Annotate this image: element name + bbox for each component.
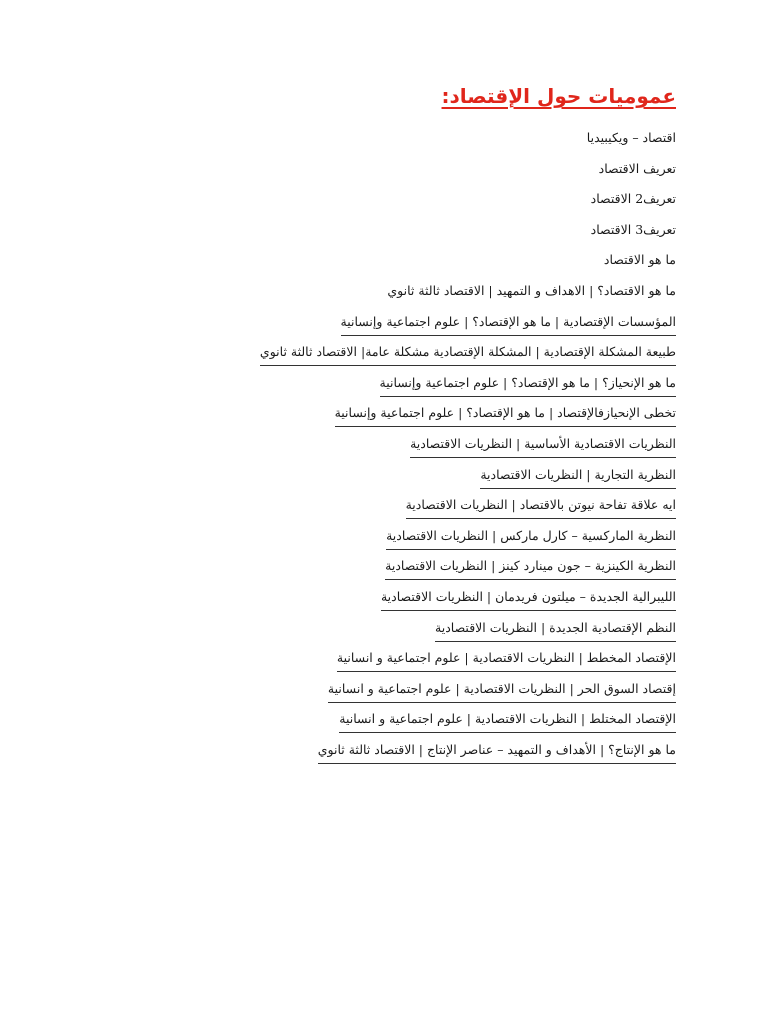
- list-item[interactable]: [236, 371, 676, 402]
- list-item-text[interactable]: تعريف الاقتصاد: [598, 160, 676, 176]
- list-item[interactable]: [236, 187, 676, 218]
- list-item-text[interactable]: ما هو الاقتصاد؟ | الاهداف و التمهيد | الاقتصاد ثالثة ثانوي: [387, 282, 676, 298]
- list-item[interactable]: [236, 463, 676, 494]
- list-item-text[interactable]: تعريف2 الاقتصاد: [590, 191, 676, 207]
- list-item-text[interactable]: المؤسسات الإقتصادية | ما هو الإقتصاد؟ | علوم اجتماعية وإنسانية: [341, 310, 676, 336]
- list-item[interactable]: [236, 738, 676, 769]
- list-item[interactable]: [236, 646, 676, 677]
- list-item[interactable]: [236, 157, 676, 188]
- list-item-text[interactable]: النظم الإقتصادية الجديدة | النظريات الاقتصادية: [435, 616, 676, 642]
- list-item[interactable]: [236, 707, 676, 738]
- list-item-text[interactable]: النظرية التجارية | النظريات الاقتصادية: [480, 463, 676, 489]
- list-item-text[interactable]: النظريات الاقتصادية الأساسية | النظريات الاقتصادية: [410, 432, 676, 458]
- list-item-text[interactable]: الإقتصاد المختلط | النظريات الاقتصادية | علوم اجتماعية و انسانية: [339, 707, 676, 733]
- list-item-text[interactable]: ما هو الإنحياز؟ | ما هو الإقتصاد؟ | علوم اجتماعية وإنسانية: [380, 371, 677, 397]
- list-item[interactable]: [236, 432, 676, 463]
- list-item-text[interactable]: ايه علاقة تفاحة نيوتن بالاقتصاد | النظريات الاقتصادية: [406, 493, 676, 519]
- list-item[interactable]: [236, 554, 676, 585]
- list-item[interactable]: [236, 493, 676, 524]
- page-title: عموميات حول الإقتصاد:: [441, 84, 676, 108]
- list-item-text[interactable]: تعريف3 الاقتصاد: [590, 221, 676, 237]
- list-item[interactable]: [236, 126, 676, 157]
- list-item-text[interactable]: ما هو الاقتصاد: [603, 252, 676, 268]
- list-item-text[interactable]: تخطى الإنحيازفالإقتصاد | ما هو الإقتصاد؟ | علوم اجتماعية وإنسانية: [335, 401, 676, 427]
- list-item[interactable]: [236, 340, 676, 371]
- list-item[interactable]: [236, 279, 676, 310]
- list-item[interactable]: [236, 401, 676, 432]
- list-item-text[interactable]: اقتصاد – ويكيبيديا: [586, 130, 676, 145]
- list-item[interactable]: [236, 248, 676, 279]
- list-item[interactable]: [236, 310, 676, 341]
- link-list: [236, 126, 676, 768]
- list-item[interactable]: [236, 524, 676, 555]
- list-item-text[interactable]: النظرية الكينزية – جون مينارد كينز | النظريات الاقتصادية: [385, 554, 676, 580]
- list-item-text[interactable]: الإقتصاد المخطط | النظريات الاقتصادية | علوم اجتماعية و انسانية: [337, 646, 676, 672]
- list-item-text[interactable]: النظرية الماركسية – كارل ماركس | النظريات الاقتصادية: [386, 524, 676, 550]
- list-item[interactable]: [236, 218, 676, 249]
- list-item-text[interactable]: طبيعة المشكلة الإقتصادية | المشكلة الإقتصادية مشكلة عامة| الاقتصاد ثالثة ثانوي: [260, 340, 676, 366]
- list-item-text[interactable]: إقتصاد السوق الحر | النظريات الاقتصادية | علوم اجتماعية و انسانية: [328, 677, 676, 703]
- list-item[interactable]: [236, 677, 676, 708]
- list-item-text[interactable]: الليبرالية الجديدة – ميلتون فريدمان | النظريات الاقتصادية: [381, 585, 676, 611]
- list-item-text[interactable]: ما هو الإنتاج؟ | الأهداف و التمهيد – عناصر الإنتاج | الاقتصاد ثالثة ثانوي: [318, 738, 676, 764]
- list-item[interactable]: [236, 585, 676, 616]
- list-item[interactable]: [236, 616, 676, 647]
